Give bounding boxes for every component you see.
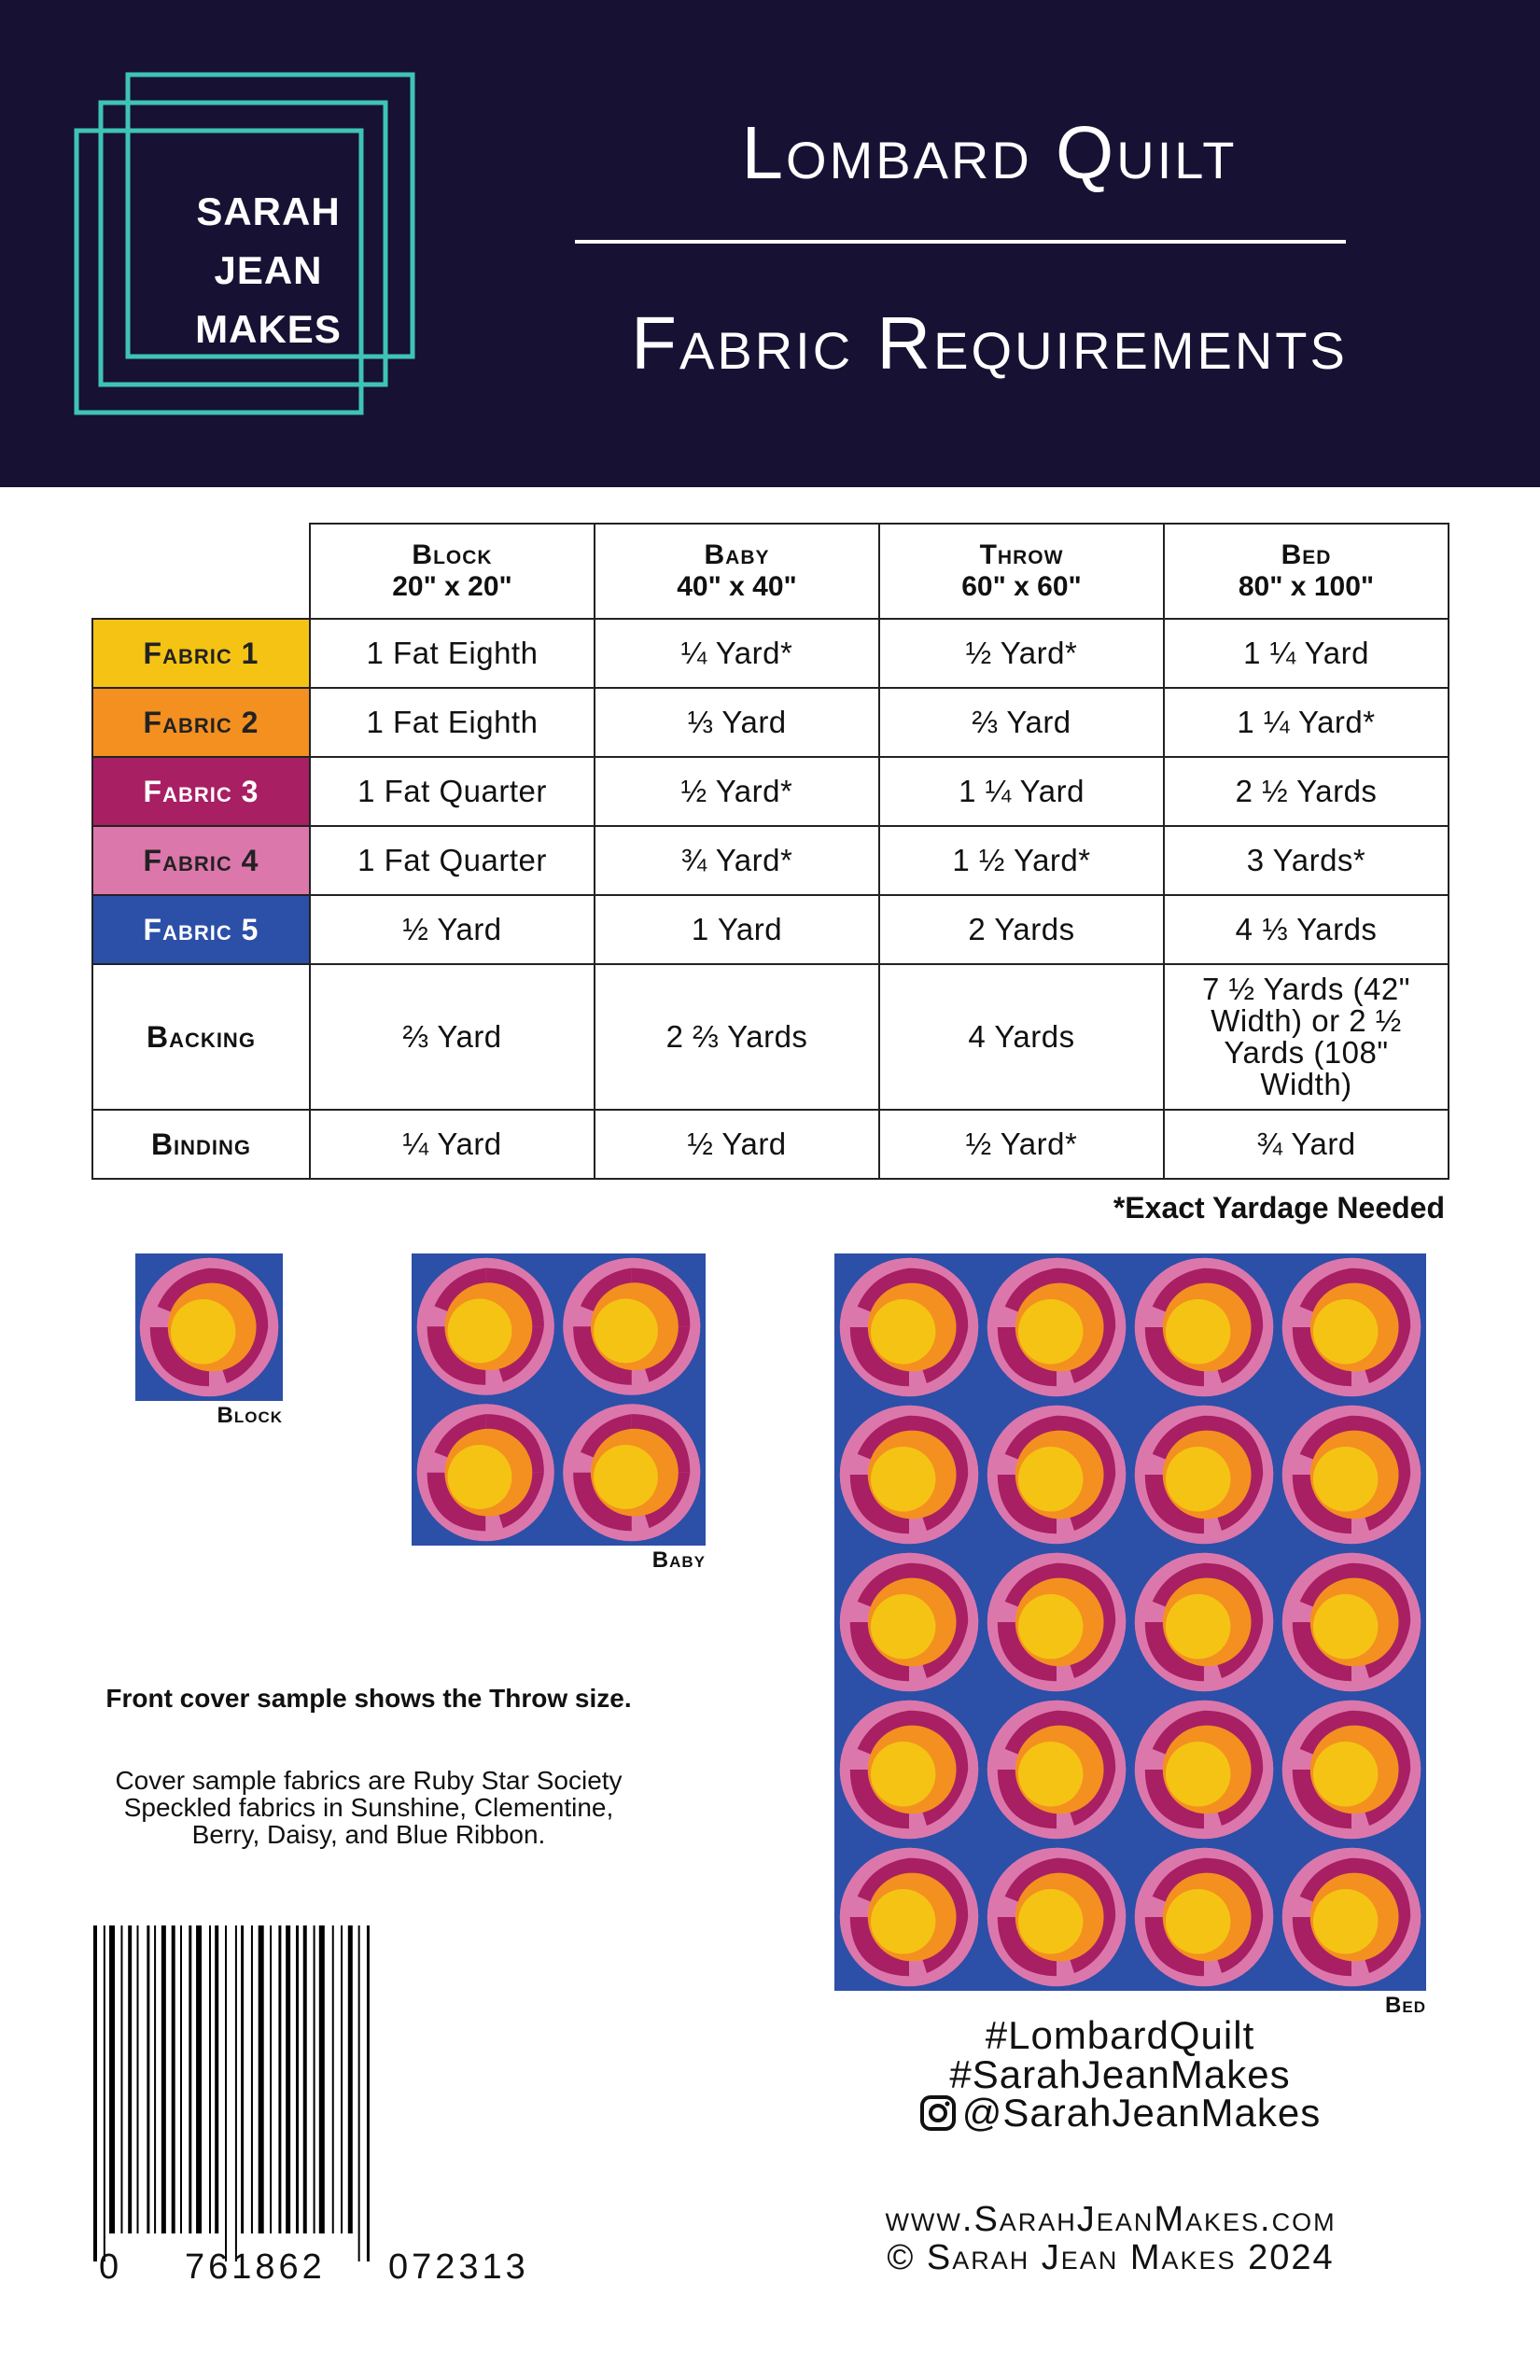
table-cell: ¼ Yard* <box>595 619 879 688</box>
instagram-icon <box>919 2094 957 2132</box>
table-cell: ⅔ Yard <box>879 688 1164 757</box>
block-caption: Block <box>217 1403 283 1428</box>
quilt-block <box>983 1548 1130 1696</box>
table-cell: ½ Yard* <box>879 619 1164 688</box>
table-cell: 1 Fat Eighth <box>310 619 595 688</box>
quilt-block <box>835 1253 983 1401</box>
barcode-bar <box>137 1925 139 2233</box>
page-subtitle: Fabric Requirements <box>631 301 1348 385</box>
table-cell: 4 ⅓ Yards <box>1164 895 1449 964</box>
barcode-bar <box>241 1925 244 2233</box>
quilt-block <box>835 1401 983 1548</box>
table-cell: ½ Yard* <box>595 757 879 826</box>
row-label-fabric-3: Fabric 3 <box>92 757 310 826</box>
barcode-bar <box>104 1925 105 2261</box>
barcode-bar <box>332 1925 334 2233</box>
barcode-bar <box>296 1925 299 2233</box>
barcode-bar <box>286 1925 290 2233</box>
table-cell: 4 Yards <box>879 964 1164 1110</box>
table-header-row <box>92 524 1449 619</box>
barcode-bar <box>278 1925 281 2233</box>
quilt-block <box>1130 1401 1278 1548</box>
table-cell: 7 ½ Yards (42" Width) or 2 ½ Yards (108" Width) <box>1164 964 1449 1110</box>
table-row-fabric-1 <box>92 619 1449 688</box>
barcode-bar <box>348 1925 353 2233</box>
barcode-bar <box>189 1925 191 2233</box>
table-cell: 2 Yards <box>879 895 1164 964</box>
hashtag-lombard: #LombardQuilt <box>985 2013 1255 2057</box>
row-label-binding: Binding <box>92 1110 310 1179</box>
barcode-bar <box>319 1925 325 2233</box>
row-label-fabric-4: Fabric 4 <box>92 826 310 895</box>
column-header-throw <box>879 524 1164 619</box>
instagram-handle-line <box>821 2091 1419 2135</box>
bed-caption: Bed <box>1385 1993 1426 2018</box>
barcode-bar <box>225 1925 227 2261</box>
barcode-bar <box>93 1925 97 2261</box>
barcode-group-2: 072313 <box>388 2247 529 2287</box>
bed-quilt-diagram <box>834 1253 1426 1991</box>
quilt-block <box>983 1401 1130 1548</box>
table-cell: 1 ½ Yard* <box>879 826 1164 895</box>
barcode-bar <box>367 1925 370 2261</box>
row-label-fabric-5: Fabric 5 <box>92 895 310 964</box>
baby-caption: Baby <box>651 1547 706 1573</box>
quilt-block <box>983 1253 1130 1401</box>
hashtag-sarahjeanmakes: #SarahJeanMakes <box>949 2052 1291 2096</box>
barcode-bar <box>215 1925 218 2233</box>
barcode-bar <box>259 1925 264 2233</box>
column-header-bed <box>1164 524 1449 619</box>
table-cell: ½ Yard* <box>879 1110 1164 1179</box>
table-cell: 2 ⅔ Yards <box>595 964 879 1110</box>
quilt-block <box>1278 1401 1425 1548</box>
barcode-bar <box>161 1925 166 2233</box>
table-cell: 2 ½ Yards <box>1164 757 1449 826</box>
barcode-bar <box>235 1925 237 2261</box>
barcode-bar <box>196 1925 202 2233</box>
quilt-block <box>1278 1696 1425 1843</box>
copyright-text: © Sarah Jean Makes 2024 <box>887 2238 1335 2277</box>
table-cell: ⅓ Yard <box>595 688 879 757</box>
barcode-bar <box>128 1925 132 2233</box>
quilt-block <box>1278 1253 1425 1401</box>
website-link[interactable]: www.SarahJeanMakes.com <box>885 2200 1337 2239</box>
barcode-bar <box>341 1925 343 2233</box>
table-cell: ¾ Yard* <box>595 826 879 895</box>
barcode-group-1: 761862 <box>185 2247 326 2287</box>
barcode-bar <box>314 1925 315 2233</box>
quilt-block <box>1130 1548 1278 1696</box>
quilt-block <box>983 1696 1130 1843</box>
column-name: Baby <box>704 539 770 570</box>
table-cell: 1 Fat Quarter <box>310 757 595 826</box>
quilt-block <box>1278 1548 1425 1696</box>
column-header-baby <box>595 524 879 619</box>
quilt-block <box>835 1548 983 1696</box>
fabric-description-note: Cover sample fabrics are Ruby Star Society Speckled fabrics in Sunshine, Clementine, Berry, Daisy, and Blue Ribbon. <box>115 1766 623 1849</box>
header-banner <box>0 0 1540 487</box>
row-label-backing: Backing <box>92 964 310 1110</box>
barcode-bar <box>120 1925 122 2233</box>
exact-yardage-note: *Exact Yardage Needed <box>1113 1191 1445 1225</box>
barcode-bar <box>109 1925 115 2233</box>
column-name: Block <box>412 539 493 570</box>
table-row-fabric-5 <box>92 895 1449 964</box>
table-cell: ½ Yard <box>310 895 595 964</box>
logo-line-1: SARAH <box>196 189 341 233</box>
quilt-block <box>835 1696 983 1843</box>
table-row-binding <box>92 1110 1449 1179</box>
row-label-fabric-2: Fabric 2 <box>92 688 310 757</box>
table-cell: 1 ¼ Yard <box>879 757 1164 826</box>
table-row-fabric-3 <box>92 757 1449 826</box>
table-cell: ½ Yard <box>595 1110 879 1179</box>
table-row-fabric-4 <box>92 826 1449 895</box>
column-name: Bed <box>1281 539 1332 570</box>
barcode-bar <box>303 1925 307 2233</box>
column-size: 80" x 100" <box>1238 571 1375 602</box>
title-divider <box>575 240 1346 244</box>
table-cell: 3 Yards* <box>1164 826 1449 895</box>
barcode-bar <box>270 1925 272 2233</box>
barcode-bar <box>358 1925 360 2261</box>
table-cell: ¾ Yard <box>1164 1110 1449 1179</box>
row-label-fabric-1: Fabric 1 <box>92 619 310 688</box>
quilt-block <box>1130 1843 1278 1991</box>
quilt-block <box>983 1843 1130 1991</box>
barcode-bar <box>172 1925 175 2233</box>
column-size: 60" x 60" <box>961 571 1082 602</box>
column-header-block <box>310 524 595 619</box>
table-cell: 1 Fat Eighth <box>310 688 595 757</box>
column-size: 20" x 20" <box>392 571 512 602</box>
quilt-block <box>1278 1843 1425 1991</box>
table-corner <box>92 524 310 619</box>
instagram-handle: @SarahJeanMakes <box>961 2091 1322 2135</box>
table-cell: 1 Fat Quarter <box>310 826 595 895</box>
barcode-bar <box>180 1925 182 2233</box>
barcode-bar <box>154 1925 156 2233</box>
barcode-left-digit: 0 <box>99 2247 123 2287</box>
barcode-bar <box>251 1925 253 2233</box>
quilt-block <box>835 1843 983 1991</box>
logo-line-3: MAKES <box>195 307 342 351</box>
table-row-backing <box>92 964 1449 1110</box>
bed-quilt-image <box>834 1253 1426 1991</box>
fabric-requirements-table <box>91 523 1449 1180</box>
quilt-block <box>1130 1253 1278 1401</box>
baby-quilt-image <box>412 1253 706 1546</box>
quilt-block <box>1130 1696 1278 1843</box>
quilt-block-image <box>135 1253 283 1401</box>
page-title: Lombard Quilt <box>741 111 1238 194</box>
barcode-bar <box>147 1925 149 2233</box>
table-row-fabric-2 <box>92 688 1449 757</box>
front-cover-note: Front cover sample shows the Throw size. <box>105 1684 632 1713</box>
logo-wordmark <box>177 182 359 358</box>
logo-line-2: JEAN <box>214 248 323 292</box>
table-cell: 1 ¼ Yard <box>1164 619 1449 688</box>
block-diagram <box>135 1253 283 1401</box>
table-cell: ⅔ Yard <box>310 964 595 1110</box>
column-name: Throw <box>979 539 1064 570</box>
column-size: 40" x 40" <box>677 571 797 602</box>
table-cell: 1 Yard <box>595 895 879 964</box>
barcode-image <box>93 1925 579 2261</box>
table-cell: 1 ¼ Yard* <box>1164 688 1449 757</box>
table-cell: ¼ Yard <box>310 1110 595 1179</box>
baby-quilt-diagram <box>412 1253 706 1546</box>
barcode-bar <box>209 1925 211 2233</box>
